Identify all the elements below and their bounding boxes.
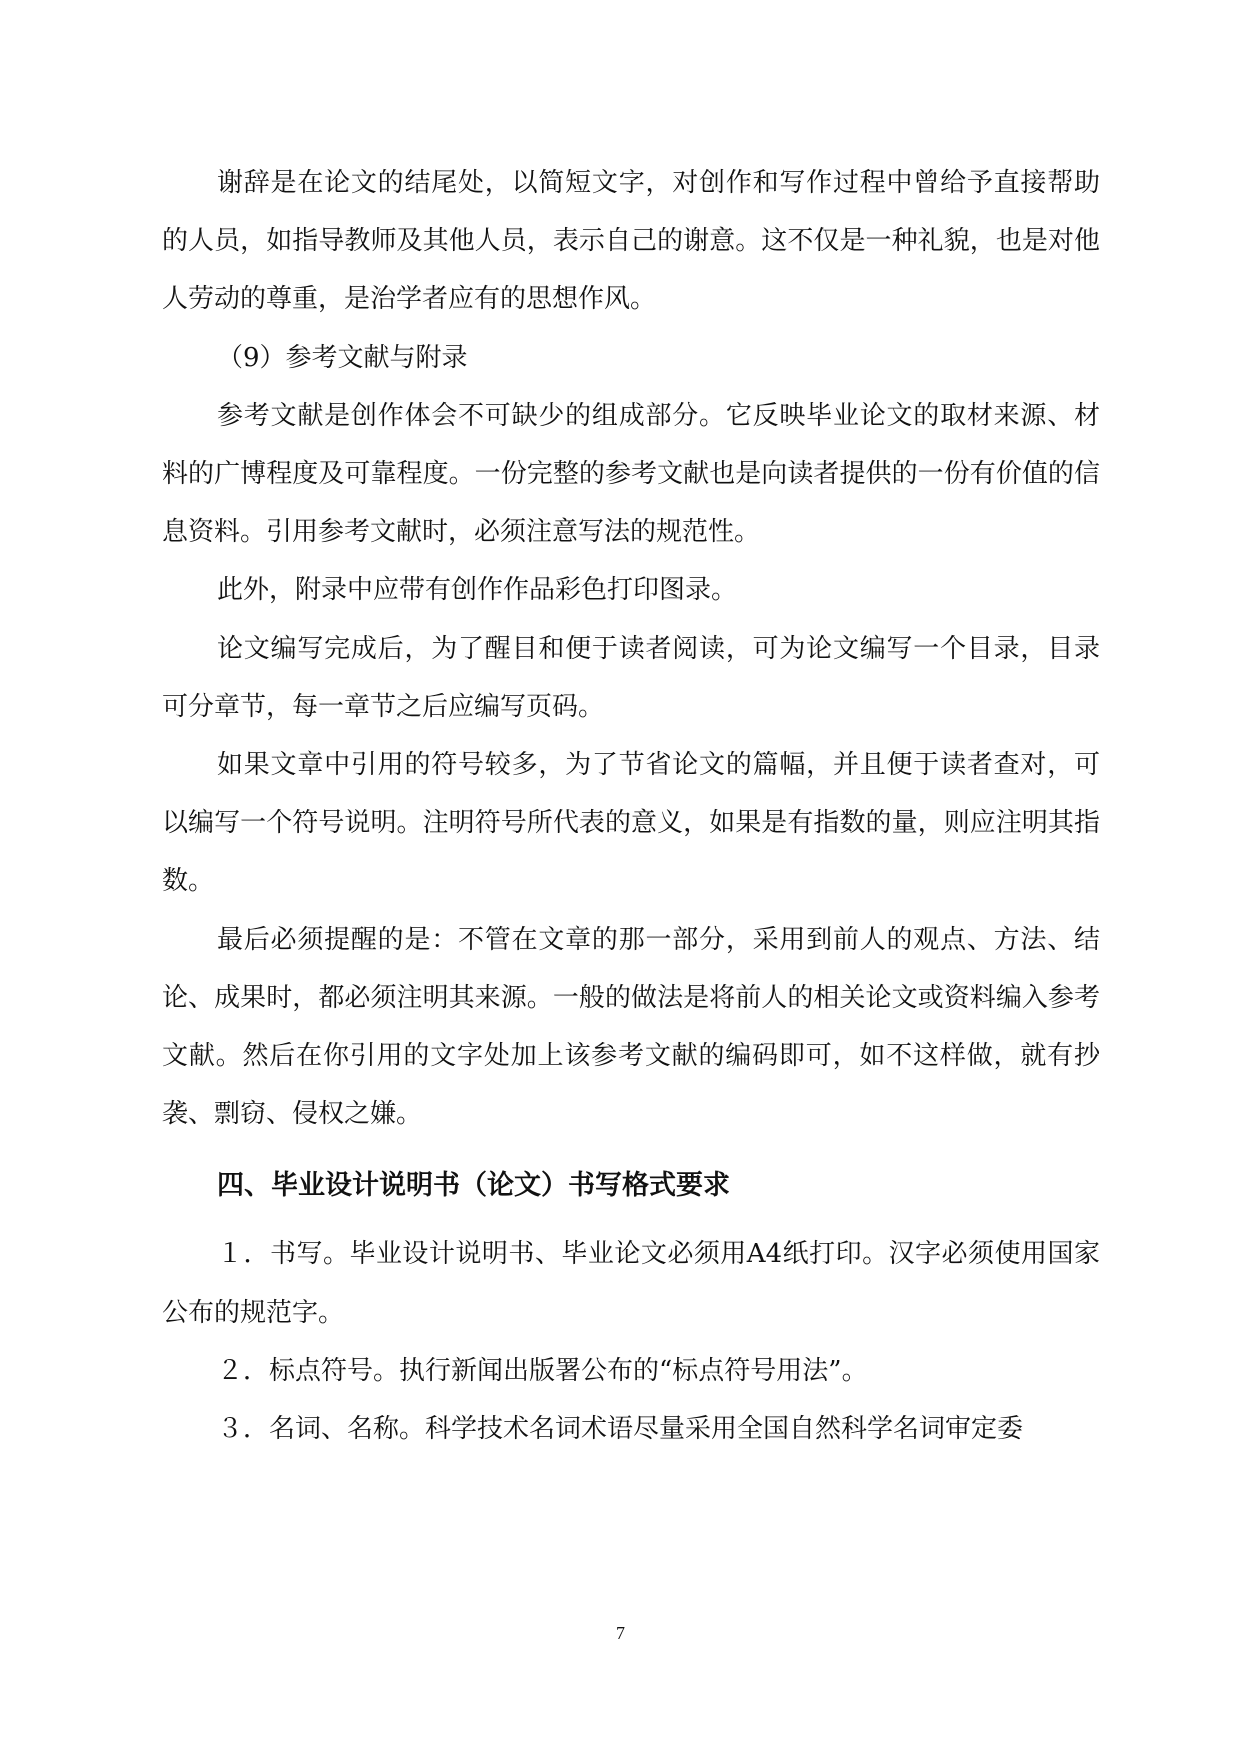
section-heading: 四、毕业设计说明书（论文）书写格式要求 [217,1170,730,1202]
paragraph-writing: １．书写。毕业设计说明书、毕业论文必须用A4纸打印。汉字必须使用国家公布的规范字。 [162,1239,1100,1328]
paragraph-references: 参考文献是创作体会不可缺少的组成部分。它反映毕业论文的取材来源、材料的广博程度及可靠程度。一份完整的参考文献也是向读者提供的一份有价值的信息资料。引用参考文献时，必须注意写法的规范性。 [162,400,1100,548]
page-number: 7 [616,1623,625,1643]
paragraph-acknowledgement: 谢辞是在论文的结尾处，以简短文字，对创作和写作过程中曾给予直接帮助的人员，如指导教师及其他人员，表示自己的谢意。这不仅是一种礼貌，也是对他人劳动的尊重，是治学者应有的思想作风。 [162,168,1100,315]
paragraph-table-of-contents: 论文编写完成后，为了醒目和便于读者阅读，可为论文编写一个目录，目录可分章节，每一章节之后应编写页码。 [162,633,1100,722]
paragraph-punctuation: ２．标点符号。执行新闻出版署公布的“标点符号用法”。 [217,1355,868,1386]
paragraph-symbols: 如果文章中引用的符号较多，为了节省论文的篇幅，并且便于读者查对，可以编写一个符号说明。注明符号所代表的意义，如果是有指数的量，则应注明其指数。 [162,750,1100,897]
paragraph-appendix: 此外，附录中应带有创作作品彩色打印图录。 [217,575,738,606]
subheading-references-appendix: （9）参考文献与附录 [217,342,468,373]
paragraph-terms: ３．名词、名称。科学技术名词术语尽量采用全国自然科学名词审定委 [217,1414,1024,1445]
paragraph-citation-reminder: 最后必须提醒的是：不管在文章的那一部分，采用到前人的观点、方法、结论、成果时，都必须注明其来源。一般的做法是将前人的相关论文或资料编入参考文献。然后在你引用的文字处加上该参考文献的编码即可，如不这样做，就有抄袭、剽窃、侵权之嫌。 [162,924,1100,1130]
document-body [162,154,1100,1458]
